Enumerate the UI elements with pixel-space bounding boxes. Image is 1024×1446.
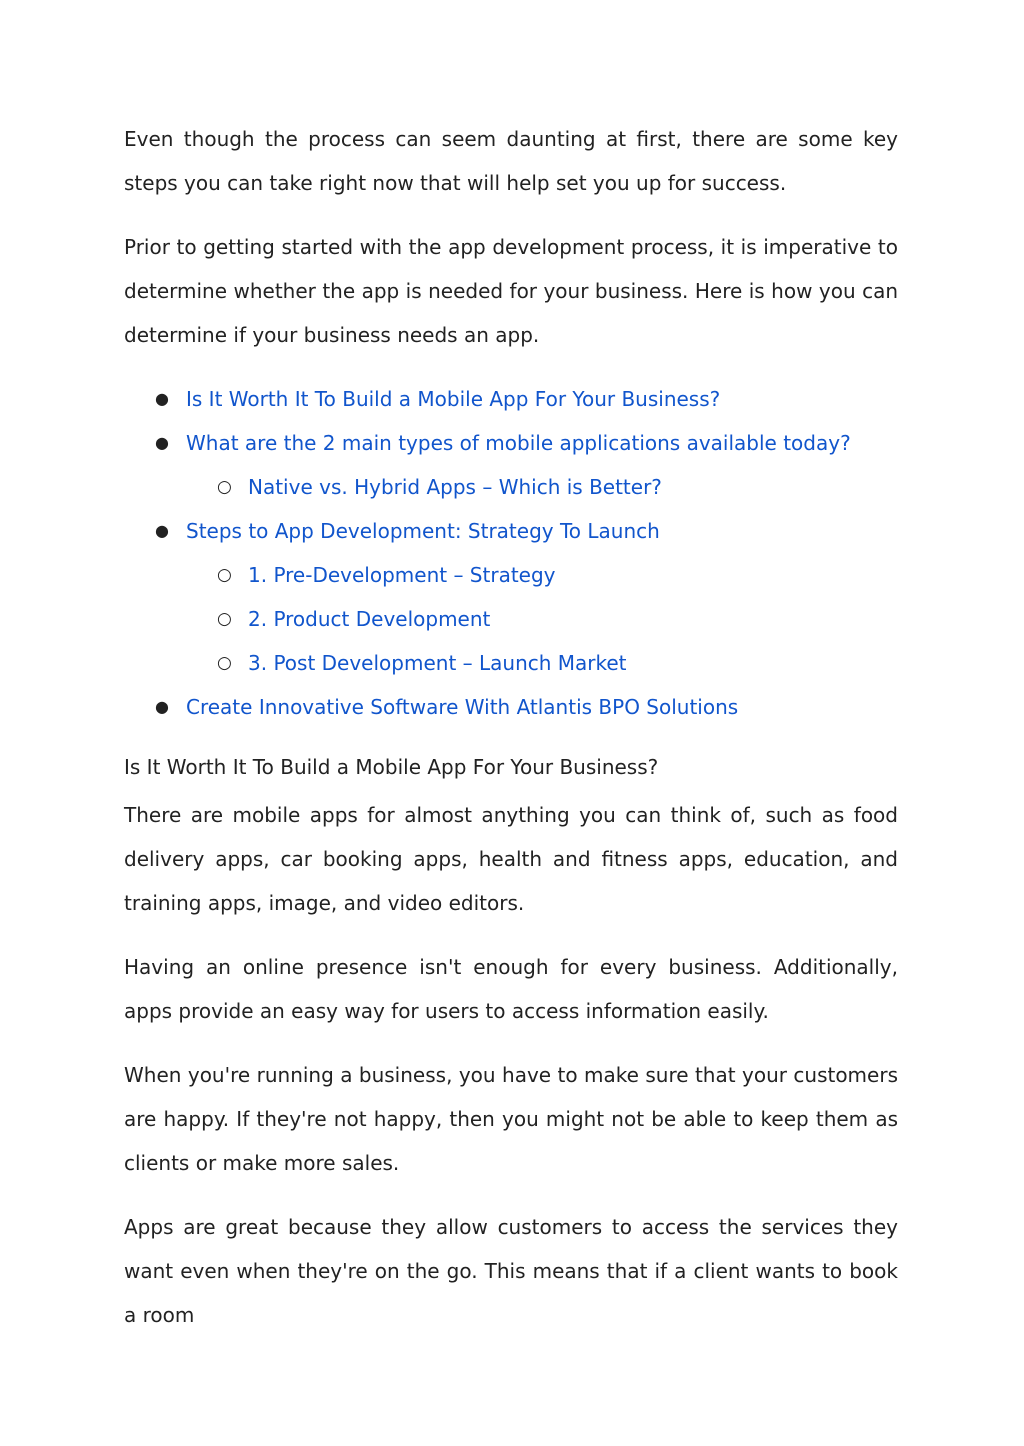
- toc-item: [124, 597, 898, 641]
- bullet-hollow-icon: ○: [217, 477, 232, 497]
- toc-item: [124, 685, 898, 729]
- bullet-filled-icon: ●: [155, 433, 169, 452]
- toc-item: [124, 553, 898, 597]
- section-heading: Is It Worth It To Build a Mobile App For Your Business?: [124, 755, 659, 779]
- toc-link-worth-it[interactable]: Is It Worth It To Build a Mobile App For Your Business?: [186, 387, 721, 411]
- bullet-hollow-icon: ○: [217, 609, 232, 629]
- section-paragraph-2: Having an online presence isn't enough for every business. Additionally, apps provide an easy way for users to access information easily.: [124, 955, 898, 1023]
- section-paragraph-4: Apps are great because they allow customers to access the services they want even when they're on the go. This means that if a client wants to book a room: [124, 1215, 898, 1327]
- toc-link-native-vs-hybrid[interactable]: Native vs. Hybrid Apps – Which is Better?: [248, 475, 662, 499]
- bullet-filled-icon: ●: [155, 521, 169, 540]
- bullet-filled-icon: ●: [155, 389, 169, 408]
- intro-paragraph-1: Even though the process can seem daunting at first, there are some key steps you can take right now that will help set you up for success.: [124, 127, 898, 195]
- section-paragraph-1: There are mobile apps for almost anything you can think of, such as food delivery apps, car booking apps, health and fitness apps, education, and training apps, image, and video editors.: [124, 803, 898, 915]
- intro-paragraph-2: Prior to getting started with the app development process, it is imperative to determine whether the app is needed for your business. Here is how you can determine if your business needs an app.: [124, 235, 898, 347]
- table-of-contents: [124, 377, 898, 729]
- toc-item: [124, 465, 898, 509]
- toc-link-post-development[interactable]: 3. Post Development – Launch Market: [248, 651, 627, 675]
- document-page: [124, 117, 898, 1357]
- section-paragraph-3: When you're running a business, you have to make sure that your customers are happy. If they're not happy, then you might not be able to keep them as clients or make more sales.: [124, 1063, 898, 1175]
- toc-link-product-development[interactable]: 2. Product Development: [248, 607, 491, 631]
- bullet-hollow-icon: ○: [217, 565, 232, 585]
- toc-link-create-innovative[interactable]: Create Innovative Software With Atlantis BPO Solutions: [186, 695, 739, 719]
- bullet-filled-icon: ●: [155, 697, 169, 716]
- toc-item: [124, 377, 898, 421]
- toc-link-main-types[interactable]: What are the 2 main types of mobile applications available today?: [186, 431, 851, 455]
- bullet-hollow-icon: ○: [217, 653, 232, 673]
- toc-link-pre-development[interactable]: 1. Pre-Development – Strategy: [248, 563, 556, 587]
- toc-item: [124, 421, 898, 465]
- toc-link-steps[interactable]: Steps to App Development: Strategy To Launch: [186, 519, 660, 543]
- toc-item: [124, 509, 898, 553]
- toc-item: [124, 641, 898, 685]
